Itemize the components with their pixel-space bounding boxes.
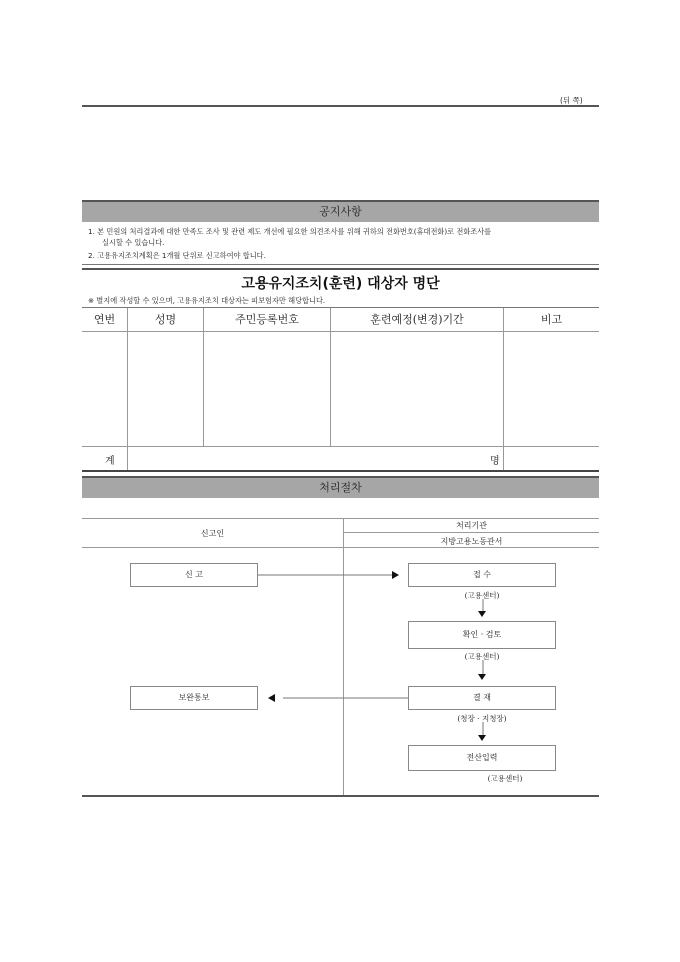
notice-line-1a: 1. 본 민원의 처리결과에 대한 만족도 조사 및 관련 제도 개선에 필요한 의견조사를 위해 귀하의 전화번호(휴대전화)로 전화조사를 [88,227,492,236]
procedure-bottom-rule [82,795,599,797]
roster-title: 고용유지조치(훈련) 대상자 명단 [241,276,440,292]
roster-note: ※ 별지에 작성할 수 있으며, 고용유지조치 대상자는 피보험자만 해당합니다. [88,296,326,305]
approve-by: (청장 · 지청장) [457,714,507,723]
review-by: (고용센터) [464,652,500,661]
agency-header: 처리기관 [456,521,487,530]
receipt-by: (고용센터) [464,591,500,600]
unit-label: 명 [490,456,500,467]
office-header: 지방고용노동관서 [440,537,503,546]
applicant-header: 신고인 [200,529,225,538]
col-header-period: 훈련예정(변경)기간 [370,313,464,326]
arrow-left-icon [268,694,275,702]
input-box: 전산입력 [408,745,556,771]
report-box: 신 고 [130,563,258,587]
input-by: (고용센터) [487,774,523,783]
procedure-title: 처리절차 [82,476,599,498]
col-header-remarks: 비고 [540,313,563,326]
page-side-label: (뒤 쪽) [560,96,583,105]
col-header-serial: 연번 [93,313,116,326]
receipt-box: 접 수 [408,563,556,587]
supplement-box: 보완통보 [130,686,258,710]
arrow-right-icon [392,571,399,579]
notice-line-1b: 실시할 수 있습니다. [102,238,165,247]
review-box: 확인 · 검토 [408,621,556,649]
col-header-rrn: 주민등록번호 [235,313,299,326]
col-header-name: 성명 [154,313,177,326]
notice-title: 공지사항 [82,202,599,222]
notice-line-2: 2. 고용유지조치계획은 1개월 단위로 신고하여야 합니다. [88,251,266,260]
approve-box: 결 재 [408,686,556,710]
total-label: 계 [105,456,115,467]
